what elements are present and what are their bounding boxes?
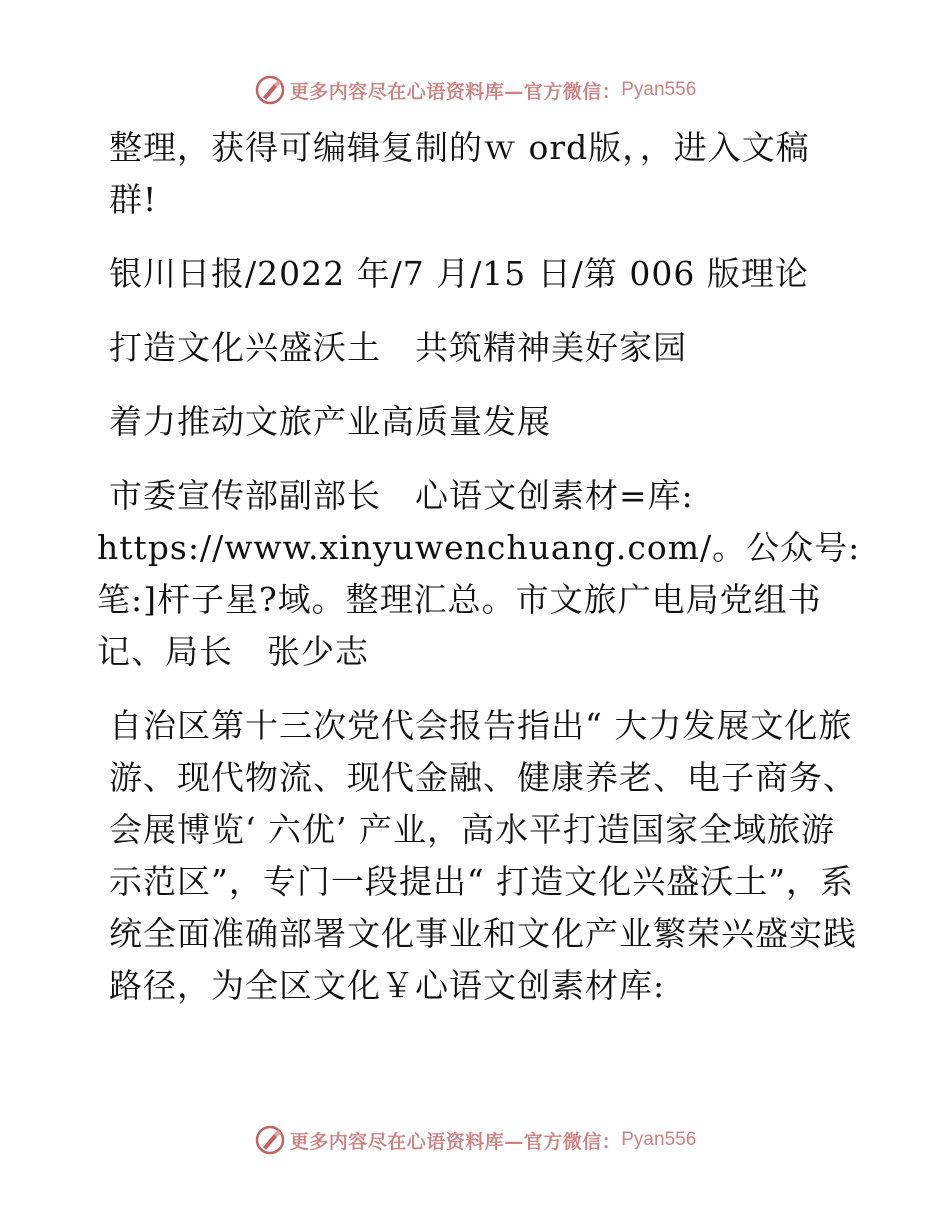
banner-wechat-id: Pyan556 (621, 79, 697, 100)
author-url: https://www.xinyuwenchuang.com/。公众号: (97, 528, 861, 567)
author-block (97, 470, 861, 678)
header-banner (0, 70, 950, 110)
pen-logo-icon (254, 1124, 286, 1156)
article-title: 打造文化兴盛沃土 共筑精神美好家园 (109, 328, 687, 367)
article-subtitle: 着力推动文旅产业高质量发展 (109, 402, 551, 441)
banner-wechat-id: Pyan556 (621, 1129, 697, 1150)
footer-banner (0, 1120, 950, 1160)
author-line-2: 笔:]杆子星?域。整理汇总。市文旅广电局党组书记、局长 张少志 (97, 580, 822, 671)
banner-text: 更多内容尽在心语资料库—官方微信： (289, 1130, 622, 1153)
dateline: 银川日报/2022 年/7 月/15 日/第 006 版理论 (109, 254, 809, 293)
banner-text: 更多内容尽在心语资料库—官方微信： (289, 80, 622, 103)
author-line-1: 市委宣传部副部长 心语文创素材=库: (109, 476, 694, 515)
body-paragraph: 自治区第十三次党代会报告指出“ 大力发展文化旅游、现代物流、现代金融、健康养老、电子商务、会展博览‘ 六优’ 产业，高水平打造国家全域旅游示范区”，专门一段提出“ 打造文化兴盛沃土”，系统全面准确部署文化事业和文化产业繁荣兴盛实践路径，为全区文化￥心语文创素材库: (109, 706, 857, 1005)
intro-paragraph: 整理，获得可编辑复制的ｗ ord版，，进入文稿群! (109, 128, 810, 219)
document-body (97, 122, 861, 1034)
pen-logo-icon (254, 74, 286, 106)
